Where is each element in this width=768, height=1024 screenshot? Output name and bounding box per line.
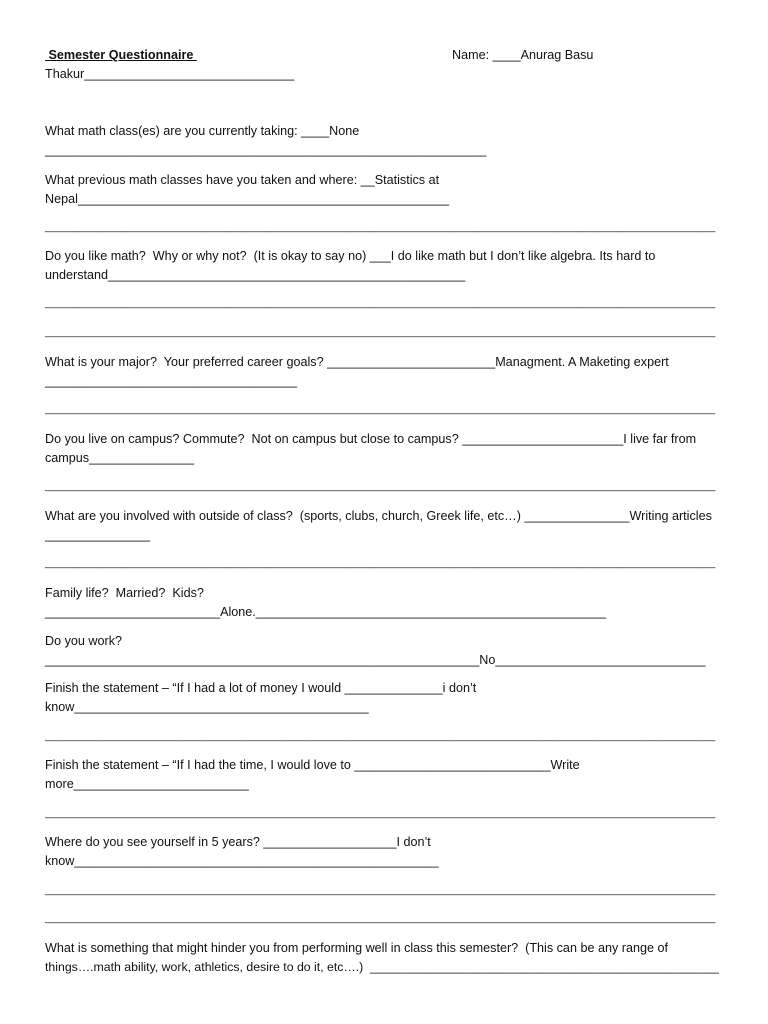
answer-line: ____________________________________________________________________________________________________________________ (45, 731, 716, 742)
question-do-you-work: Do you work? (45, 634, 122, 648)
answer-line: ____________________________________________________________________________________________________________________ (45, 481, 716, 492)
answer-line: ____________________________________________________________________________________________________________________ (45, 298, 716, 309)
answer-line: ____________________________________________________________________________________________________________________ (45, 913, 716, 924)
answer-line: _______________________________________________________________ (45, 143, 487, 157)
answer-line: ____________________________________________________________________________________________________________________ (45, 327, 716, 338)
name-field-continued: Thakur______________________________ (45, 67, 295, 81)
question-like-math: Do you like math? Why or why not? (It is okay to say no) ___I do like math but I don’t like algebra. Its hard to (45, 249, 656, 263)
question-math-classes: What math class(es) are you currently taking: ____None (45, 124, 360, 138)
question-involvement: What are you involved with outside of class? (sports, clubs, church, Greek life, etc…) _______________Writing articles (45, 509, 712, 523)
name-field: Name: ____Anurag Basu (452, 48, 594, 62)
answer-line: ____________________________________________________________________________________________________________________ (45, 558, 716, 569)
question-hinder-performance: What is something that might hinder you from performing well in class this semester? (This can be any range of (45, 941, 668, 955)
page-title: Semester Questionnaire (45, 48, 197, 62)
answer-line: know__________________________________________ (45, 700, 369, 714)
question-live-on-campus: Do you live on campus? Commute? Not on campus but close to campus? _______________________I live far from (45, 432, 697, 446)
answer-line: ____________________________________ (45, 374, 298, 388)
question-major-career: What is your major? Your preferred career goals? ________________________Managment. A Maketing expert (45, 355, 669, 369)
answer-line: understand___________________________________________________ (45, 268, 466, 282)
answer-line: campus_______________ (45, 451, 195, 465)
answer-line: _______________ (45, 528, 151, 542)
answer-line: _________________________Alone.__________________________________________________ (45, 605, 607, 619)
answer-line: ____________________________________________________________________________________________________________________ (45, 808, 716, 819)
answer-line: ____________________________________________________________________________________________________________________ (45, 885, 716, 896)
question-five-years: Where do you see yourself in 5 years? ___________________I don’t (45, 835, 431, 849)
question-lot-of-money: Finish the statement – “If I had a lot of money I would ______________i don’t (45, 681, 477, 695)
answer-line: know____________________________________________________ (45, 854, 439, 868)
question-had-the-time: Finish the statement – “If I had the time, I would love to ____________________________Write (45, 758, 580, 772)
answer-line: ____________________________________________________________________________________________________________________ (45, 404, 716, 415)
question-family-life: Family life? Married? Kids? (45, 586, 204, 600)
answer-line: more_________________________ (45, 777, 249, 791)
answer-line: ____________________________________________________________________________________________________________________ (45, 222, 716, 233)
answer-line: Nepal_____________________________________________________ (45, 192, 450, 206)
answer-line: ______________________________________________________________No______________________________ (45, 653, 706, 667)
answer-line: things….math ability, work, athletics, desire to do it, etc….) ___________________________________________________ (45, 960, 719, 974)
question-previous-classes: What previous math classes have you taken and where: __Statistics at (45, 173, 440, 187)
